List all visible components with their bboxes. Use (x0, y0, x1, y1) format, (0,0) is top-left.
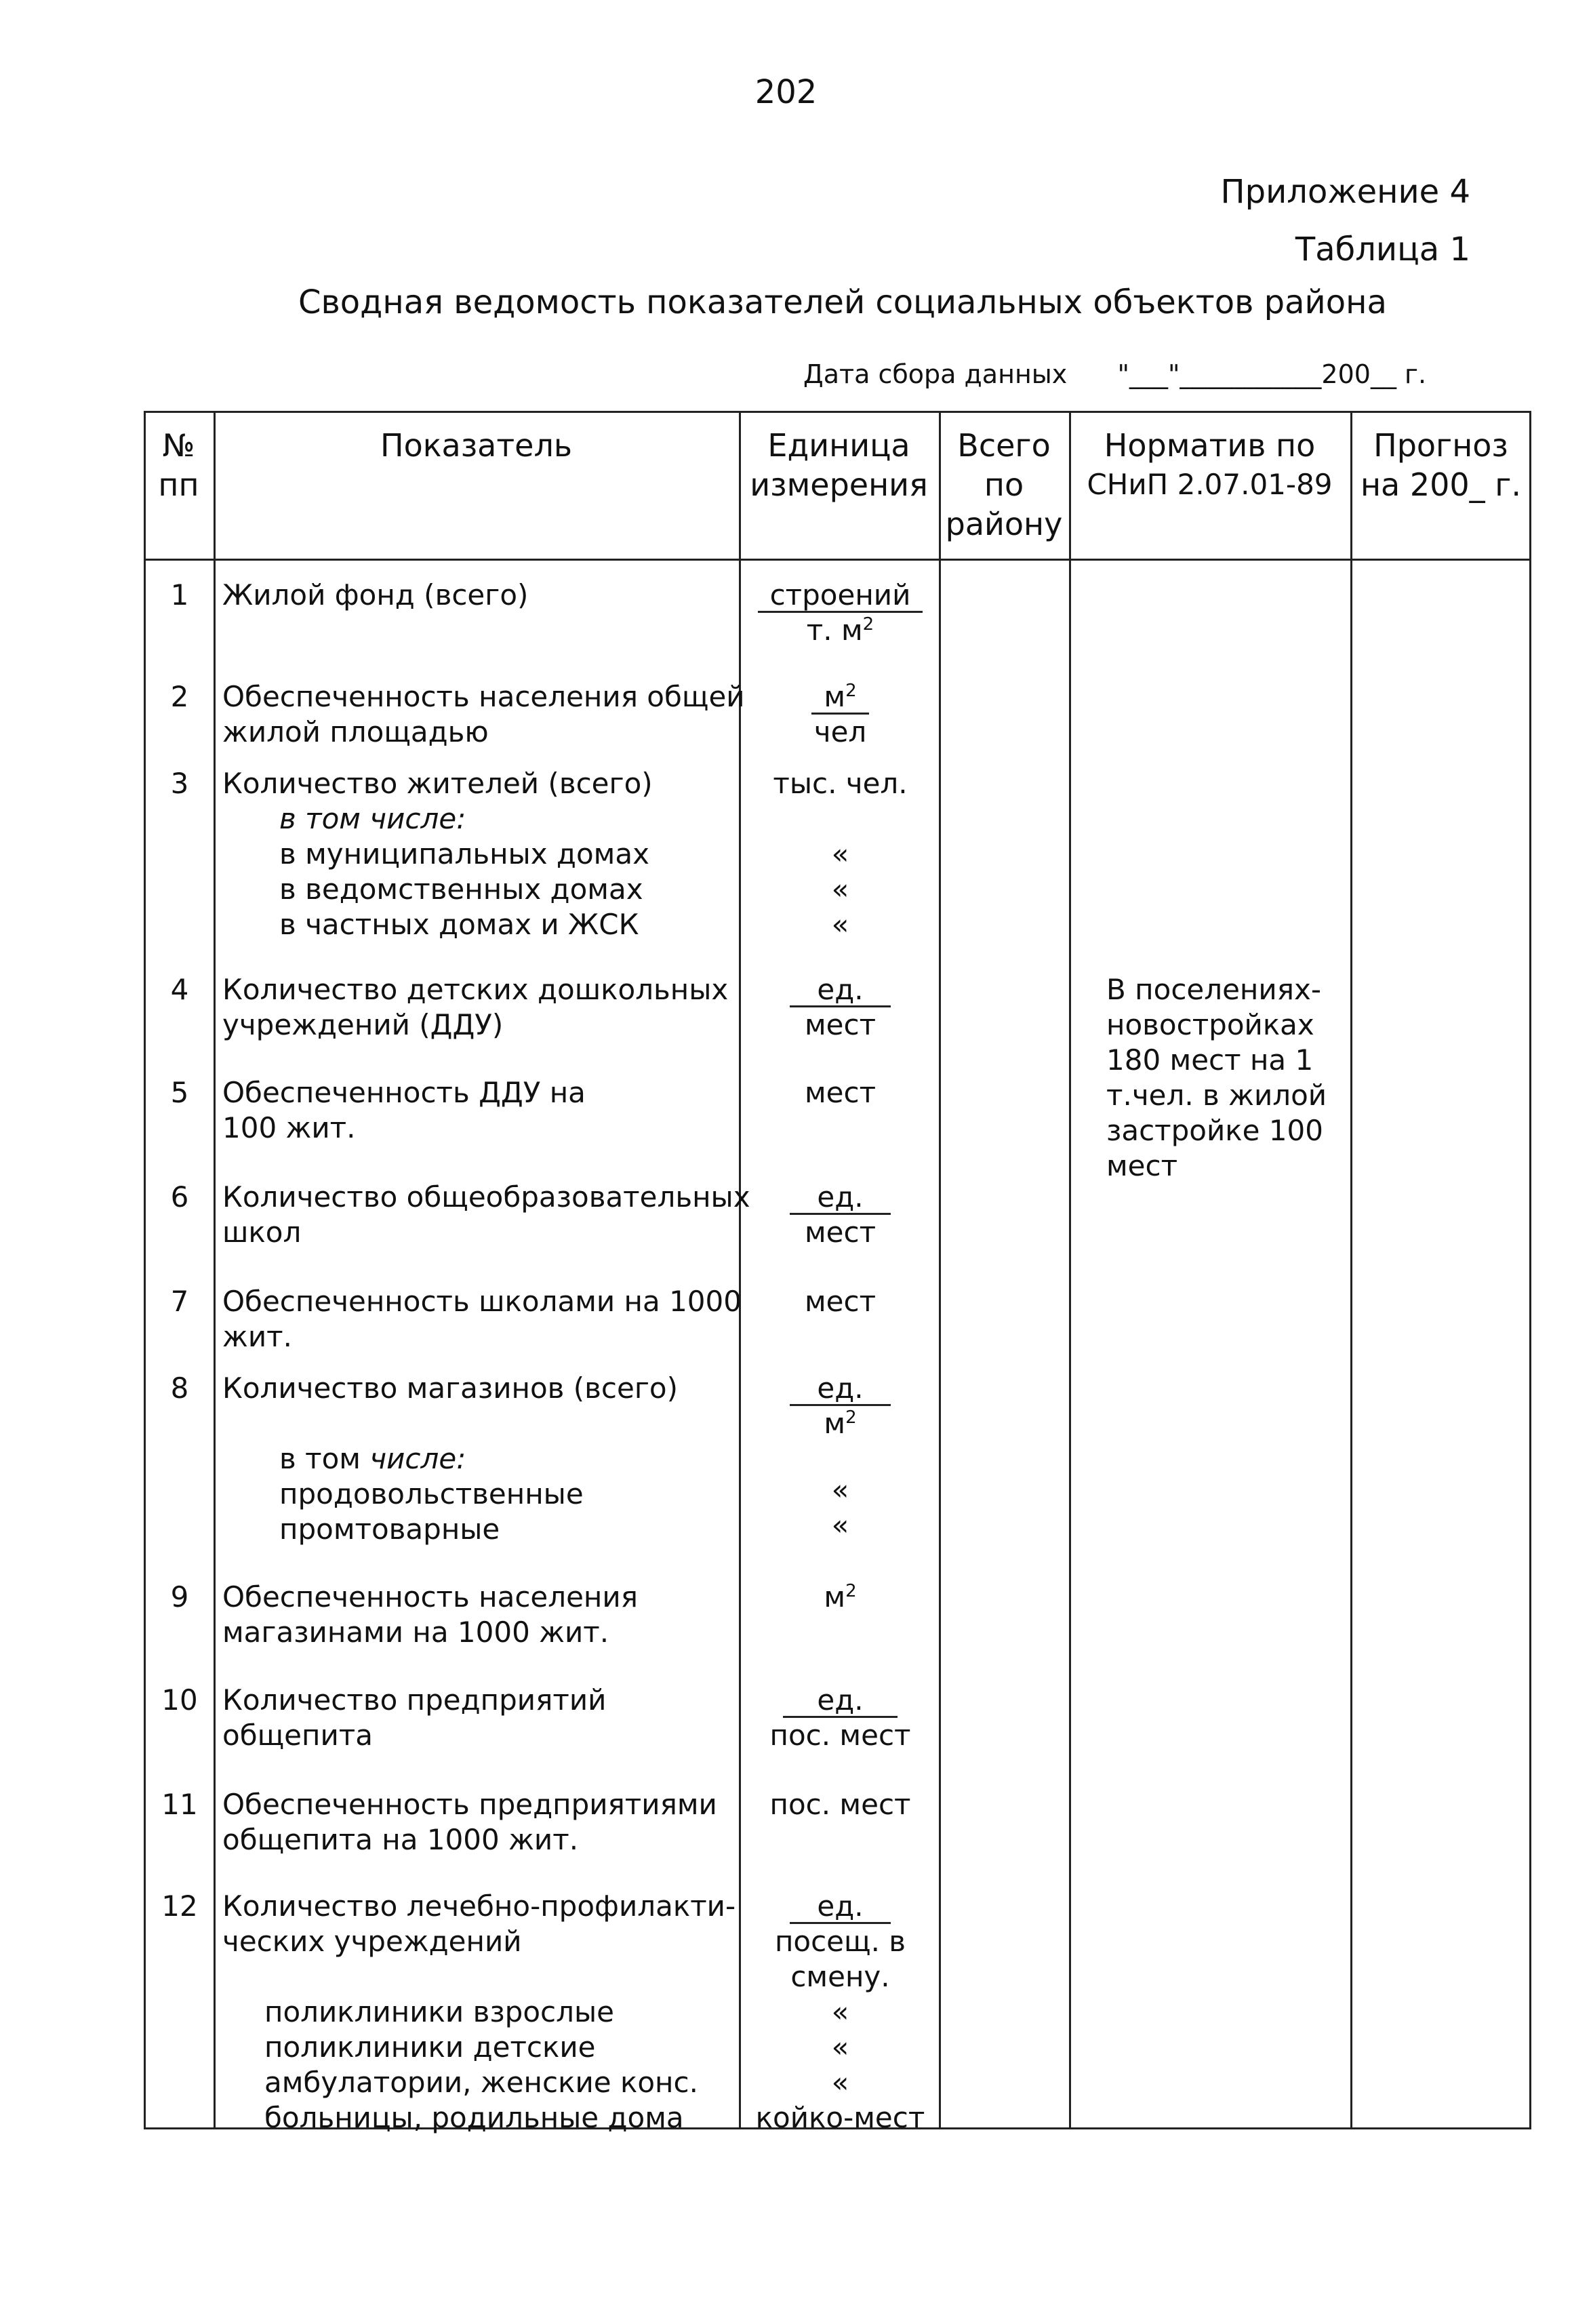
norm-note-line6: мест (1106, 1149, 1178, 1182)
row8-num: 8 (170, 1371, 189, 1405)
row3-sub2: в ведомственных домах (279, 873, 643, 906)
header-num (144, 426, 214, 504)
date-label: Дата сбора данных (803, 359, 1068, 389)
row3-ditto2: « (831, 873, 849, 906)
row3-ditto1: « (831, 837, 849, 870)
row1-name: Жилой фонд (всего) (222, 578, 529, 612)
row8-sub1: продовольственные (279, 1477, 584, 1510)
header-unit (739, 426, 939, 504)
row3-sub3: в частных домах и ЖСК (279, 908, 639, 941)
row12-sub2: поликлиники детские (264, 2030, 596, 2064)
row2-name-line1: Обеспеченность населения общей (222, 680, 745, 713)
header-unit-line1: Единица (767, 427, 910, 464)
row10-name (222, 1683, 606, 1753)
header-norm-line2: СНиП 2.07.01-89 (1087, 468, 1333, 501)
header-total-line2: по (984, 466, 1024, 503)
row8-unit-sup: 2 (845, 1407, 857, 1428)
row1-unit-bot (740, 613, 940, 648)
row9-name-line2: магазинами на 1000 жит. (222, 1616, 609, 1649)
row5-name-line1: Обеспеченность ДДУ на (222, 1076, 586, 1109)
row8-name (222, 1371, 678, 1547)
col-border-6 (1529, 411, 1531, 2129)
header-forecast (1350, 426, 1531, 504)
row8-unit-top: ед. (790, 1373, 890, 1406)
row1-unit (740, 578, 940, 648)
row3-sub1: в муниципальных домах (279, 837, 649, 870)
table-top-border (144, 411, 1531, 413)
row3-unit-main: тыс. чел. (773, 767, 908, 800)
col-border-2 (739, 411, 741, 2129)
row12-unit-bot2: смену. (790, 1960, 890, 1993)
appendix-label: Приложение 4 (1220, 173, 1470, 211)
header-total-line1: Всего (957, 427, 1051, 464)
summary-table (144, 411, 1531, 2134)
row6-unit-top: ед. (790, 1182, 890, 1215)
row2-unit-bot: чел (813, 715, 867, 748)
row8-sub2: промтоварные (279, 1512, 500, 1546)
row8-including-b: числе: (369, 1442, 466, 1475)
row2-unit (740, 679, 940, 750)
row12-sub3: амбулатории, женские конс. (264, 2066, 698, 2099)
header-total-line3: району (945, 506, 1063, 542)
row9-name-line1: Обеспеченность населения (222, 1580, 638, 1614)
row3-num: 3 (170, 767, 189, 800)
row8-unit-bot-text: м (824, 1407, 846, 1440)
row1-unit-bot-text: т. м (806, 614, 863, 647)
row10-name-line1: Количество предприятий (222, 1683, 607, 1717)
document-title: Сводная ведомость показателей социальных объектов района (298, 283, 1387, 321)
row5-name-line2: 100 жит. (222, 1111, 356, 1144)
row4-unit-top: ед. (790, 974, 890, 1007)
row8-name-line: Количество магазинов (всего) (222, 1371, 678, 1405)
norm-note-line4: т.чел. в жилой (1106, 1079, 1327, 1112)
row2-num: 2 (170, 680, 189, 713)
row9-num: 9 (170, 1580, 189, 1614)
row10-unit-top: ед. (783, 1685, 897, 1718)
norm-note-line5: застройке 100 (1106, 1114, 1324, 1147)
row7-name-line1: Обеспеченность школами на 1000 (222, 1285, 742, 1318)
row4-num: 4 (170, 973, 189, 1006)
row9-name (222, 1580, 638, 1650)
col-border-3 (939, 411, 941, 2129)
row12-name-line2: ческих учреждений (222, 1925, 522, 1958)
row8-including (222, 1441, 678, 1477)
row2-name (222, 679, 745, 750)
norm-note (1106, 972, 1327, 1184)
row12-unit-top: ед. (790, 1891, 890, 1924)
row10-name-line2: общепита (222, 1719, 373, 1752)
row10-unit (740, 1683, 940, 1753)
row2-unit-top (811, 681, 868, 715)
norm-note-line2: новостройках (1106, 1008, 1314, 1041)
row12-ditto2: « (831, 2030, 849, 2064)
row12-ditto3: « (831, 2066, 849, 2099)
table-label: Таблица 1 (1295, 231, 1470, 268)
row11-num: 11 (161, 1788, 198, 1821)
header-forecast-line2: на 200_ г. (1360, 466, 1522, 503)
row12-num: 12 (161, 1889, 198, 1923)
row8-ditto2: « (831, 1508, 849, 1542)
col-border-1 (214, 411, 216, 2129)
header-forecast-line1: Прогноз (1373, 427, 1508, 464)
row4-name-line2: учреждений (ДДУ) (222, 1008, 504, 1041)
norm-note-line3: 180 мест на 1 (1106, 1043, 1314, 1077)
row6-name-line2: школ (222, 1216, 302, 1249)
row5-unit: мест (804, 1076, 876, 1109)
row3-unit (740, 766, 940, 942)
row12-unit (740, 1889, 940, 2136)
row4-unit (740, 972, 940, 1043)
row9-unit (740, 1580, 940, 1615)
row9-unit-sup: 2 (845, 1581, 857, 1601)
row7-name-line2: жит. (222, 1320, 292, 1353)
row12-sub4: больницы, родильные дома (264, 2101, 684, 2134)
row7-name (222, 1284, 742, 1355)
row4-name-line1: Количество детских дошкольных (222, 973, 729, 1006)
header-unit-line2: измерения (750, 466, 928, 503)
row11-name-line2: общепита на 1000 жит. (222, 1823, 579, 1856)
row11-unit: пос. мест (769, 1788, 911, 1821)
row12-unit-last: койко-мест (755, 2101, 925, 2134)
row1-unit-sup: 2 (862, 614, 874, 635)
col-border-0 (144, 411, 146, 2129)
row4-name (222, 972, 728, 1043)
header-total (939, 426, 1069, 544)
row6-name (222, 1180, 750, 1250)
header-bottom-border (144, 559, 1531, 561)
header-num-line2: пп (158, 466, 199, 503)
row8-unit-bot (740, 1406, 940, 1441)
row1-unit-top: строений (758, 580, 923, 613)
row7-unit: мест (804, 1285, 876, 1318)
row12-ditto1: « (831, 1995, 849, 2028)
row3-name (222, 766, 653, 942)
col-border-4 (1069, 411, 1071, 2129)
row2-unit-top-text: м (824, 680, 846, 713)
row8-ditto1: « (831, 1473, 849, 1506)
row5-num: 5 (170, 1076, 189, 1109)
date-row (803, 359, 1426, 389)
row7-num: 7 (170, 1285, 189, 1318)
row5-name (222, 1075, 586, 1146)
row10-unit-bot: пос. мест (769, 1719, 911, 1752)
row12-unit-bot1: посещ. в (774, 1925, 906, 1958)
norm-note-line1: В поселениях- (1106, 973, 1321, 1006)
row8-unit (740, 1371, 940, 1543)
col-border-5 (1350, 411, 1352, 2129)
row6-unit-bot: мест (804, 1216, 876, 1249)
row11-name-line1: Обеспеченность предприятиями (222, 1788, 717, 1821)
header-indicator: Показатель (380, 427, 572, 464)
row4-unit-bot: мест (804, 1008, 876, 1041)
row8-including-a: в том (279, 1442, 361, 1475)
row6-name-line1: Количество общеобразовательных (222, 1180, 750, 1214)
row3-name-line: Количество жителей (всего) (222, 767, 653, 800)
row11-name (222, 1787, 717, 1858)
row3-ditto3: « (831, 908, 849, 941)
row12-name (222, 1889, 735, 2136)
row6-unit (740, 1180, 940, 1250)
row6-num: 6 (170, 1180, 189, 1214)
row2-name-line2: жилой площадью (222, 715, 489, 748)
row12-name-line1: Количество лечебно-профилакти- (222, 1889, 736, 1923)
header-norm (1069, 426, 1350, 504)
row10-num: 10 (161, 1683, 198, 1717)
date-blank: "___"___________200__ г. (1117, 359, 1427, 389)
row9-unit-text: м (824, 1580, 846, 1614)
row2-unit-sup: 2 (845, 681, 857, 701)
row12-sub1: поликлиники взрослые (264, 1995, 614, 2028)
row3-including: в том числе: (279, 802, 466, 835)
page-number: 202 (754, 73, 818, 111)
row1-num: 1 (170, 578, 189, 612)
header-num-line1: № (162, 427, 195, 464)
header-norm-line1: Норматив по (1104, 427, 1316, 464)
